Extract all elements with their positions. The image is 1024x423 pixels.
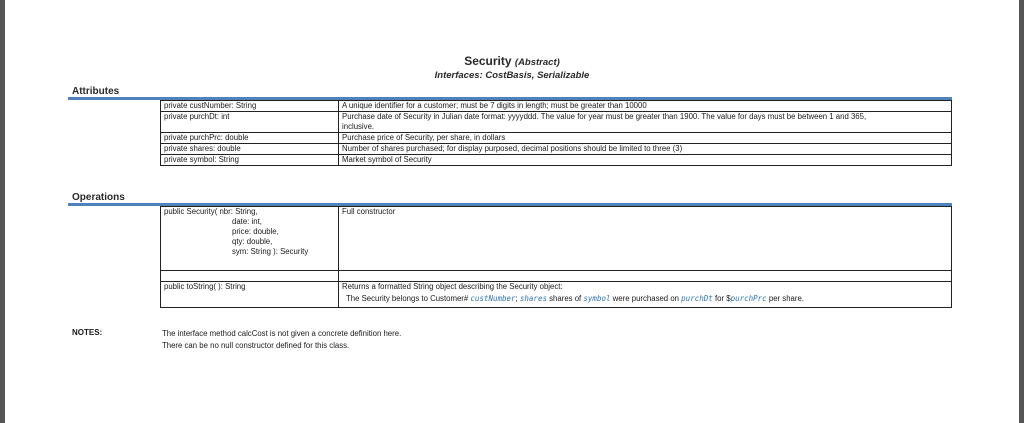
format-text: were purchased on	[612, 294, 679, 303]
format-text: shares of	[549, 294, 582, 303]
format-text: The Security belongs to Customer#	[346, 294, 469, 303]
table-row	[161, 133, 952, 144]
table-row	[161, 207, 952, 271]
tostring-desc-line: Returns a formatted String object describing the Security object:	[342, 282, 563, 291]
class-title	[0, 54, 1024, 68]
notes-text	[162, 328, 401, 352]
format-text: for $	[714, 294, 731, 303]
table-row-spacer	[161, 271, 952, 282]
abstract-marker: (Abstract)	[514, 57, 560, 68]
note-line: The interface method calcCost is not given a concrete definition here.	[162, 329, 402, 338]
format-variable: symbol	[583, 294, 611, 303]
table-row	[161, 144, 952, 155]
note-line: There can be no null constructor defined for this class.	[162, 341, 350, 350]
attr-name: private purchDt: int	[161, 112, 339, 133]
signature-line: public Security( nbr: String,	[164, 207, 258, 216]
table-row	[161, 101, 952, 112]
empty-cell	[161, 271, 339, 282]
format-text: ;	[515, 294, 518, 303]
attr-name: private symbol: String	[161, 155, 339, 166]
attr-desc: Number of shares purchased; for display purposed, decimal positions should be limited to three (3)	[339, 144, 952, 155]
attr-desc: Purchase price of Security, per share, in dollars	[339, 133, 952, 144]
table-row	[161, 112, 952, 133]
attr-desc: A unique identifier for a customer; must be 7 digits in length; must be greater than 10000	[339, 101, 952, 112]
attr-desc	[339, 112, 952, 133]
constructor-signature	[161, 207, 339, 271]
tostring-format-line	[342, 294, 948, 304]
interfaces-line: Interfaces: CostBasis, Serializable	[434, 70, 590, 81]
attr-name: private custNumber: String	[161, 101, 339, 112]
constructor-desc: Full constructor	[339, 207, 952, 271]
tostring-desc	[339, 282, 952, 308]
table-row	[161, 155, 952, 166]
format-variable: custNumber	[470, 294, 516, 303]
format-text: per share.	[768, 294, 804, 303]
signature-line: qty: double,	[232, 237, 273, 246]
format-variable: purchPrc	[730, 294, 767, 303]
signature-line: sym: String ): Security	[232, 247, 309, 256]
class-name: Security	[464, 54, 512, 68]
attr-name: private shares: double	[161, 144, 339, 155]
table-row	[161, 282, 952, 308]
notes-label: NOTES:	[72, 328, 103, 337]
format-variable: shares	[519, 294, 547, 303]
attr-desc: Market symbol of Security	[339, 155, 952, 166]
tostring-signature: public toString( ): String	[161, 282, 339, 308]
attributes-table	[160, 100, 952, 166]
attr-desc-line: inclusive.	[342, 122, 375, 131]
format-variable: purchDt	[681, 294, 713, 303]
attributes-heading: Attributes	[72, 86, 120, 97]
operations-table	[160, 206, 952, 308]
empty-cell	[339, 271, 952, 282]
signature-line: price: double,	[232, 227, 279, 236]
signature-line: date: int,	[232, 217, 262, 226]
attr-name: private purchPrc: double	[161, 133, 339, 144]
attr-desc-line: Purchase date of Security in Julian date format: yyyyddd. The value for year must be greater than 1900. The value for days must be between 1 and 365,	[342, 112, 867, 121]
operations-heading: Operations	[72, 192, 125, 203]
